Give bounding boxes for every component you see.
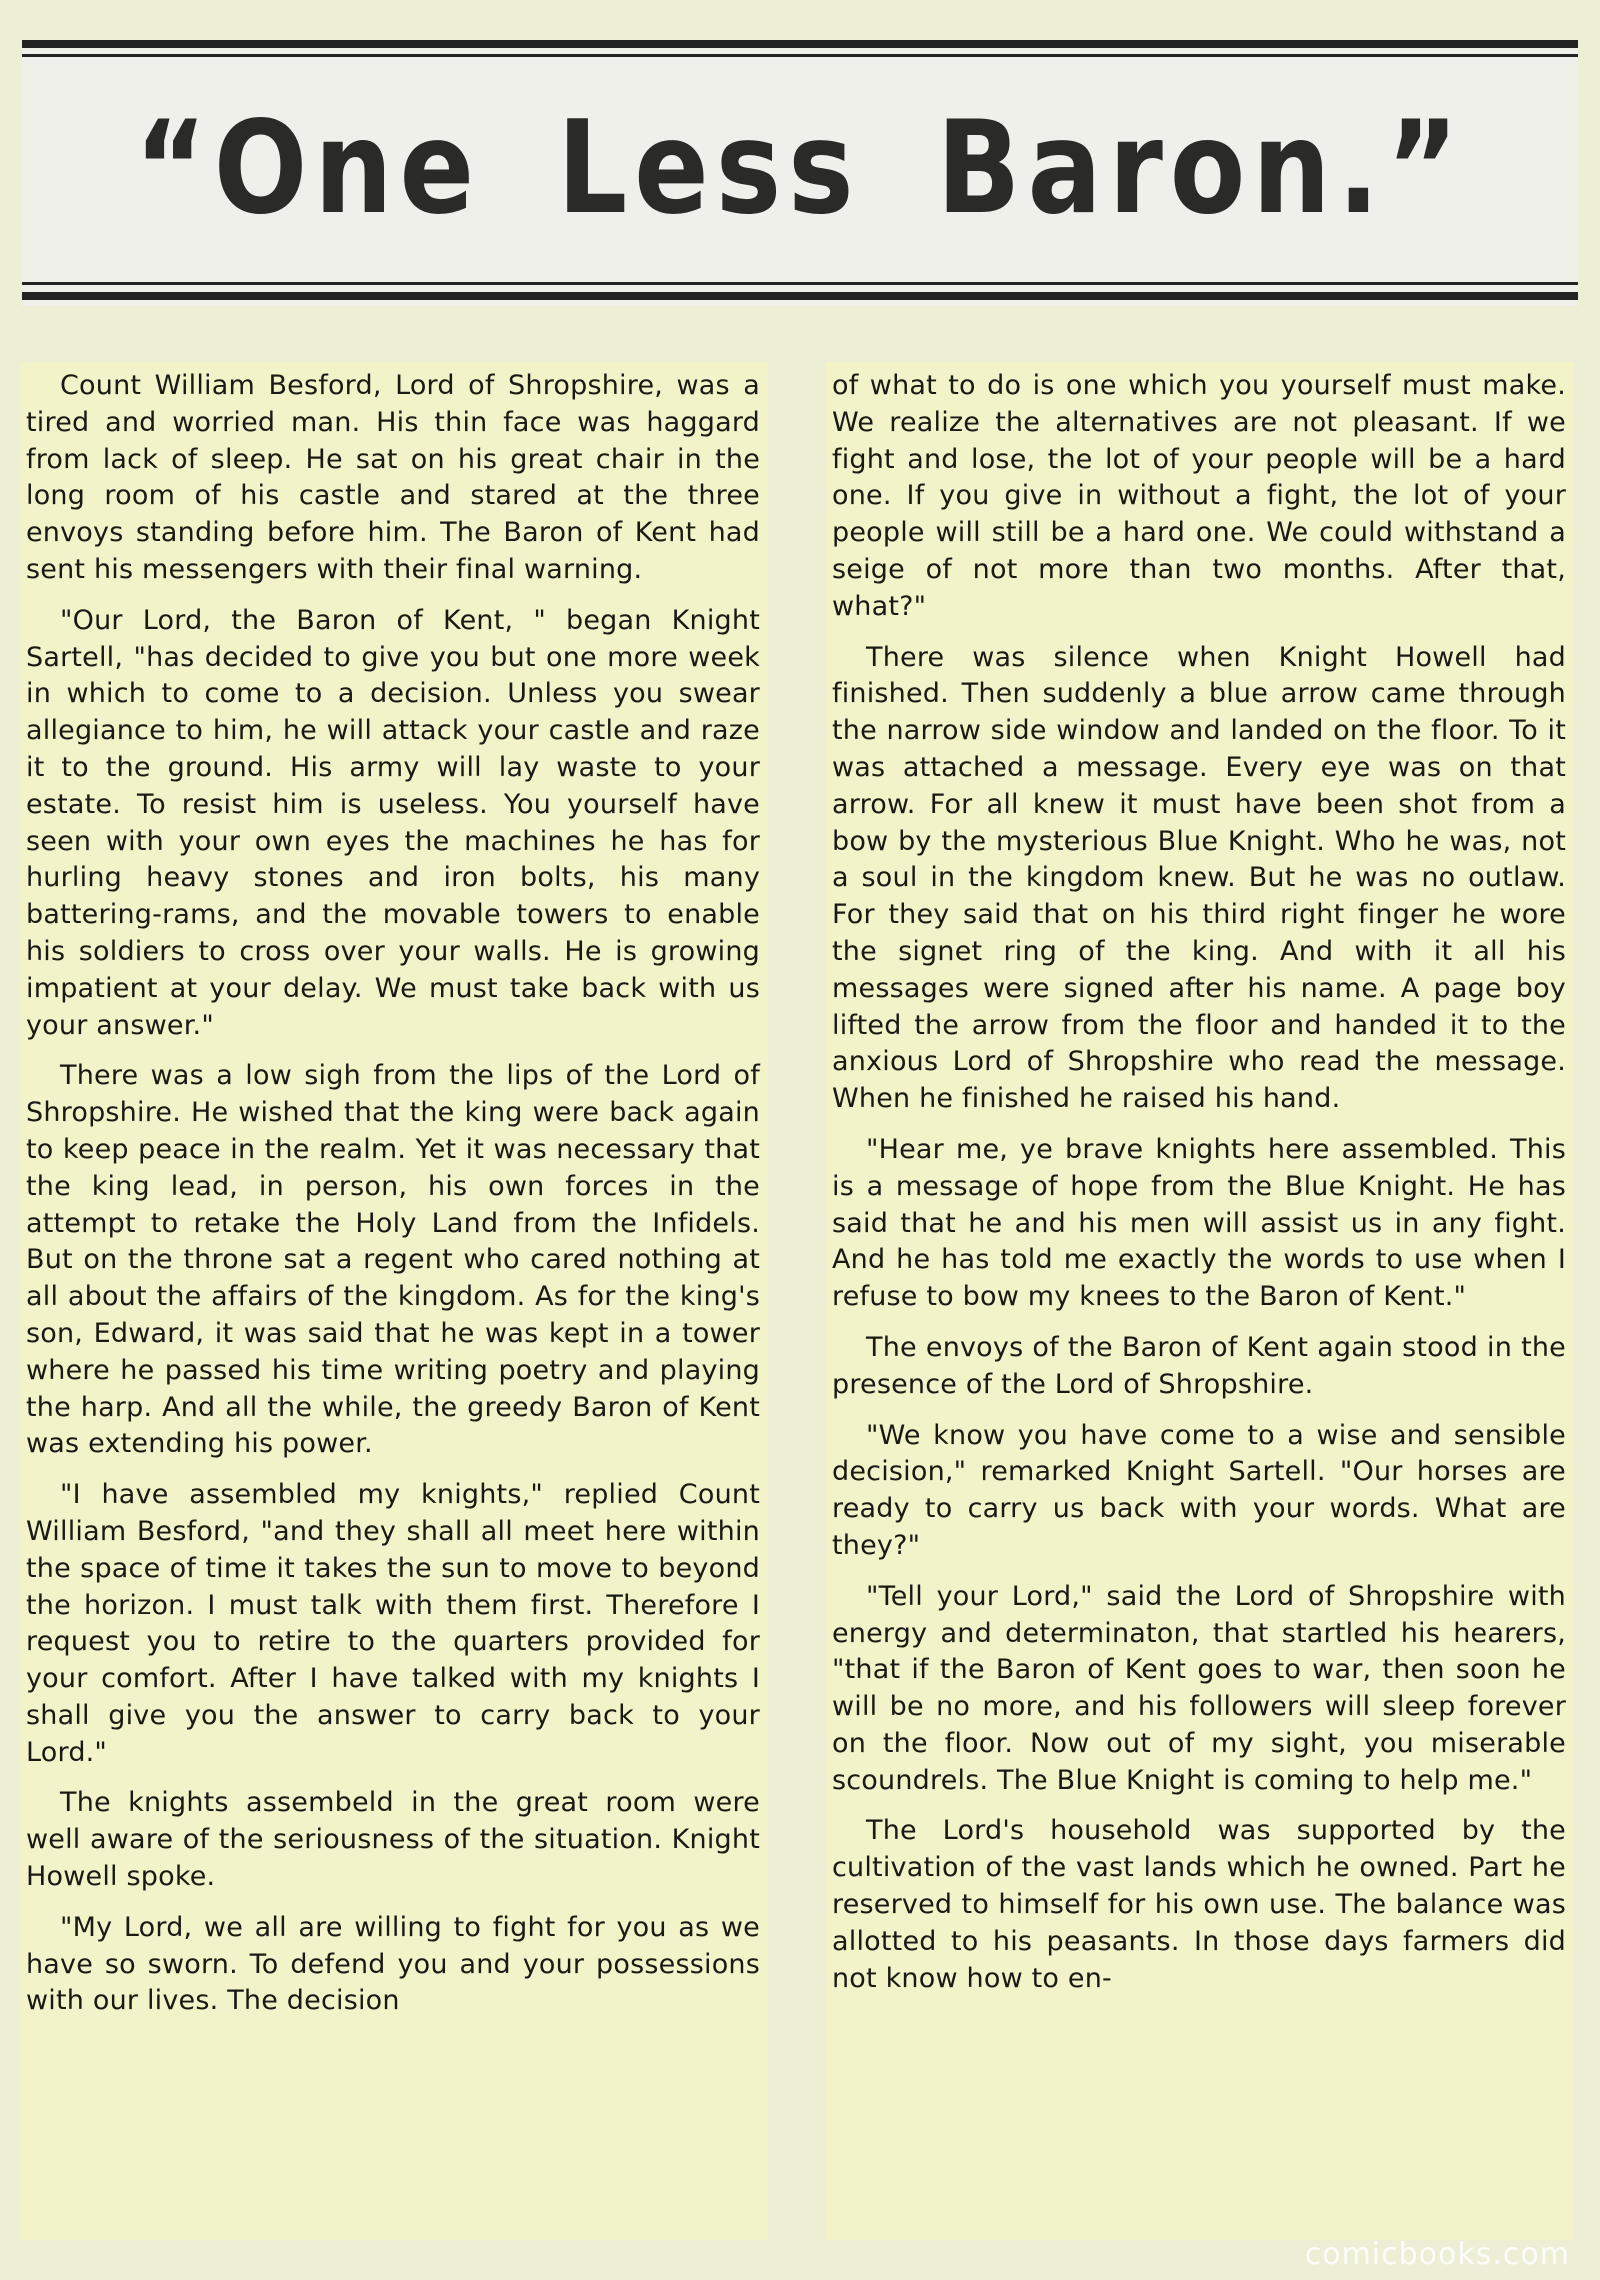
paragraph: There was silence when Knight Howell had finished. Then suddenly a blue arrow came through the narrow side window and landed on the floor. To it was attached a message. Every eye was on that arrow. For all knew it must have been shot from a bow by the mysterious Blue Knight. Who he was, not a soul in the kingdom knew. But he was no outlaw. For they said that on his third right finger he wore the signet ring of the king. And with it all his messages were signed after his name. A page boy lifted the arrow from the floor and handed it to the anxious Lord of Shropshire who read the message. When he finished he raised his hand. [832,641,1566,1115]
paragraph: "I have assembled my knights," replied Count William Besford, "and they shall all meet here within the space of time it takes the sun to move to beyond the horizon. I must talk with them first. Therefore I request you to retire to the quarters provided for your comfort. After I have talked with my knights I shall give you the answer to carry back to your Lord." [26,1479,760,1768]
right-column [826,362,1574,2240]
page-title: “One Less Baron.” [134,94,1466,243]
paragraph: "Tell your Lord," said the Lord of Shropshire with energy and determinaton, that startled his hearers, "that if the Baron of Kent goes to war, then soon he will be no more, and his followers will sleep forever on the floor. Now out of my sight, you miserable scoundrels. The Blue Knight is coming to help me." [832,1580,1566,1796]
paragraph: "My Lord, we all are willing to fight for you as we have so sworn. To defend you and your possessions with our lives. The decision [26,1911,760,2017]
banner-rule-top [22,40,1578,48]
title-banner [22,40,1578,306]
paragraph: of what to do is one which you yourself must make. We realize the alternatives are not pleasant. If we fight and lose, the lot of your people will be a hard one. If you give in without a fight, the lot of your people will still be a hard one. We could withstand a seige of not more than two months. After that, what?" [832,370,1566,622]
banner-rule-bottom-thin [22,282,1578,285]
paragraph: The envoys of the Baron of Kent again stood in the presence of the Lord of Shropshire. [832,1331,1566,1400]
paragraph: "We know you have come to a wise and sensible decision," remarked Knight Sartell. "Our horses are ready to carry us back with your words. What are they?" [832,1419,1566,1561]
left-column [20,362,768,2240]
watermark: comicbooks.com [1304,2237,1570,2272]
banner-rule-top-thin [22,54,1578,57]
paragraph: Count William Besford, Lord of Shropshire, was a tired and worried man. His thin face was haggard from lack of sleep. He sat on his great chair in the long room of his castle and stared at the three envoys standing before him. The Baron of Kent had sent his messengers with their final warning. [26,370,760,585]
banner-rule-bottom [22,292,1578,300]
paragraph: The knights assembeld in the great room were well aware of the seriousness of the situation. Knight Howell spoke. [26,1787,760,1893]
paragraph: "Our Lord, the Baron of Kent, " began Knight Sartell, "has decided to give you but one more week in which to come to a decision. Unless you swear allegiance to him, he will attack your castle and raze it to the ground. His army will lay waste to your estate. To resist him is useless. You yourself have seen with your own eyes the machines he has for hurling heavy stones and iron bolts, his many battering-rams, and the movable towers to enable his soldiers to cross over your walls. He is growing impatient at your delay. We must take back with us your answer." [26,604,760,1041]
paragraph: "Hear me, ye brave knights here assembled. This is a message of hope from the Blue Knight. He has said that he and his men will assist us in any fight. And he has told me exactly the words to use when I refuse to bow my knees to the Baron of Kent." [832,1133,1566,1313]
text-columns [20,362,1580,2262]
paragraph: The Lord's household was supported by the cultivation of the vast lands which he owned. Part he reserved to himself for his own use. The balance was allotted to his peasants. In those days farmers did not know how to en- [832,1815,1566,1994]
paragraph: There was a low sigh from the lips of the Lord of Shropshire. He wished that the king were back again to keep peace in the realm. Yet it was necessary that the king lead, in person, his own forces in the attempt to retake the Holy Land from the Infidels. But on the throne sat a regent who cared nothing at all about the affairs of the kingdom. As for the king's son, Edward, it was said that he was kept in a tower where he passed his time writing poetry and playing the harp. And all the while, the greedy Baron of Kent was extending his power. [26,1060,760,1460]
